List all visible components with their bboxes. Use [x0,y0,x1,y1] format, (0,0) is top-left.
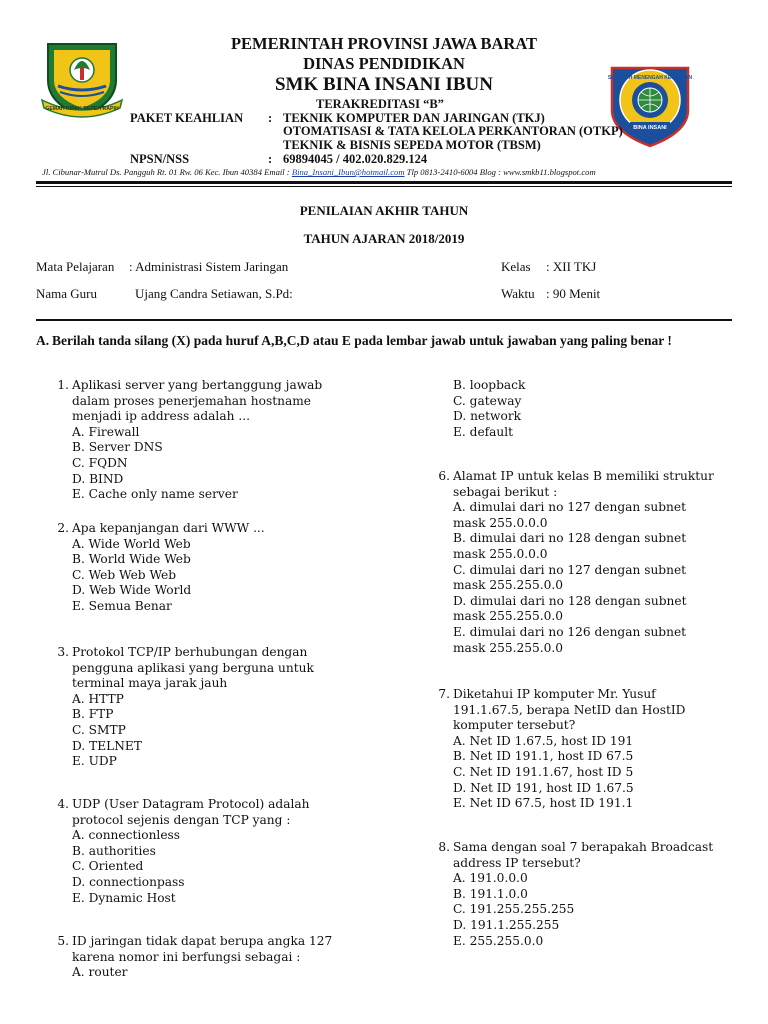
exam-title: PENILAIAN AKHIR TAHUN [299,203,469,218]
svg-text:BINA INSANI: BINA INSANI [633,125,667,131]
program-tbsm: TEKNIK & BISNIS SEPEDA MOTOR (TBSM) [283,138,541,152]
question-number: 6. [438,469,450,483]
answer-option: C. FQDN [72,455,128,470]
question-text-line: Aplikasi server yang bertanggung jawab [72,378,323,392]
question-body [72,521,265,615]
answer-option: A. HTTP [72,691,124,706]
answer-option: A. Net ID 1.67.5, host ID 191 [453,733,634,748]
answer-option: C. dimulai dari no 127 dengan subnet [453,562,687,577]
answer-option: C. SMTP [72,722,126,737]
question-block [428,687,758,812]
question-text-line: UDP (User Datagram Protocol) adalah [72,797,310,811]
question-block [428,378,758,440]
question-block [47,797,377,906]
time-value: : 90 Menit [546,286,601,301]
email-link[interactable]: Bina_Insani_Ibun@hotmail.com [291,167,405,177]
answer-option: A. Wide World Web [72,536,191,551]
address-text: Jl. Cibunar-Mutrul Ds. Pangguh Rt. 01 Rw. 06 Kec. Ibun 40384 Email : [42,167,292,177]
question-text-line: mask 255.0.0.0 [453,515,548,530]
question-block [47,645,377,770]
answer-option: B. Server DNS [72,440,163,455]
svg-text:GEMAH RIPAH REPEH RAPIH: GEMAH RIPAH REPEH RAPIH [45,106,119,112]
answer-option: D. connectionpass [72,874,185,889]
answer-option: E. default [453,424,514,439]
letterhead-rule-thick [36,181,732,184]
answer-option: B. FTP [72,707,114,722]
exam-year: TAHUN AJARAN 2018/2019 [303,231,465,246]
answer-option: E. dimulai dari no 126 dengan subnet [453,624,687,639]
answer-option: D. Web Wide World [72,583,192,598]
answer-option: B. authorities [72,843,156,858]
answer-option: B. dimulai dari no 128 dengan subnet [453,531,687,546]
question-body [72,934,332,981]
question-text-line: mask 255.255.0.0 [453,609,563,624]
teacher-label: Nama Guru [36,286,98,301]
question-body [72,797,309,906]
question-text-line: mask 255.255.0.0 [453,640,563,655]
answer-option: D. network [453,409,522,424]
question-block [47,378,377,503]
question-number: 1. [57,378,69,392]
contact-line [42,167,596,177]
program-tkj: TEKNIK KOMPUTER DAN JARINGAN (TKJ) [283,111,545,125]
question-body [453,378,525,440]
question-block [47,934,377,981]
answer-option: D. TELNET [72,738,142,753]
accreditation-label: TERAKREDITASI “B” [316,97,444,111]
answer-option: A. connectionless [72,828,181,843]
question-text-line: Sama dengan soal 7 berapakah Broadcast [453,840,714,854]
answer-option: A. router [72,965,128,980]
answer-option: B. 191.1.0.0 [453,886,528,901]
answer-option: C. Oriented [72,859,144,874]
answer-option: A. 191.0.0.0 [453,871,528,886]
answer-option: E. Semua Benar [72,598,172,613]
question-number: 2. [57,521,69,535]
subject-value: : Administrasi Sistem Jaringan [129,259,289,274]
answer-option: D. dimulai dari no 128 dengan subnet [453,593,687,608]
answer-option: A. Firewall [72,424,140,439]
question-text-line: dalam proses penerjemahan hostname [72,393,312,408]
agency-heading: DINAS PENDIDIKAN [303,54,465,73]
question-text-line: Diketahui IP komputer Mr. Yusuf [453,687,656,701]
question-number: 4. [57,797,69,811]
question-text-line: protocol sejenis dengan TCP yang : [72,812,291,827]
letterhead-rule-thin [36,186,732,187]
question-text-line: menjadi ip address adalah ... [72,409,250,424]
question-text-line: sebagai berikut : [453,484,558,499]
class-label: Kelas [501,259,531,274]
question-text-line: Protokol TCP/IP berhubungan dengan [72,645,308,659]
npsn-value: 69894045 / 402.020.829.124 [283,152,428,166]
question-body [453,840,713,949]
question-text-line: Alamat IP untuk kelas B memiliki struktur [453,469,714,483]
instruction-number: A. [36,333,50,348]
answer-option: D. Net ID 191, host ID 1.67.5 [453,780,634,795]
question-body [72,645,314,770]
question-text-line: pengguna aplikasi yang berguna untuk [72,660,314,675]
answer-option: D. 191.1.255.255 [453,917,560,932]
phone-blog-text: Tlp 0813-2410-6004 Blog : www.smkb11.blogspot.com [404,167,596,177]
question-text-line: ID jaringan tidak dapat berupa angka 127 [72,934,333,948]
question-text-line: Apa kepanjangan dari WWW ... [72,521,265,535]
answer-option: C. 191.255.255.255 [453,902,575,917]
answer-option: C. Web Web Web [72,567,177,582]
question-block [47,521,377,615]
answer-option: E. Cache only name server [72,487,238,502]
question-text-line: mask 255.255.0.0 [453,578,563,593]
teacher-value: Ujang Candra Setiawan, S.Pd: [135,286,293,301]
time-label: Waktu [501,286,535,301]
question-text-line: 191.1.67.5, berapa NetID dan HostID [453,702,686,717]
question-number: 3. [57,645,69,659]
question-text-line: komputer tersebut? [453,718,576,733]
answer-option: C. Net ID 191.1.67, host ID 5 [453,764,634,779]
question-text-line: terminal maya jarak jauh [72,676,228,691]
question-block [428,469,758,656]
question-body [453,687,685,812]
subject-label: Mata Pelajaran [36,259,115,274]
svg-text:SEKOLAH MENENGAH KEJURUAN: SEKOLAH MENENGAH KEJURUAN [607,75,693,81]
answer-option: E. Net ID 67.5, host ID 191.1 [453,796,634,811]
npsn-colon: : [268,152,273,166]
answer-option: B. Net ID 191.1, host ID 67.5 [453,749,634,764]
question-text-line: mask 255.0.0.0 [453,546,548,561]
answer-option: B. World Wide Web [72,552,191,567]
answer-option: E. UDP [72,754,117,769]
answer-option: B. loopback [453,378,526,392]
program-otkp: OTOMATISASI & TATA KELOLA PERKANTORAN (OTKP) [283,124,623,138]
answer-option: E. 255.255.0.0 [453,933,544,948]
section-divider [36,319,732,321]
answer-option: A. dimulai dari no 127 dengan subnet [453,500,686,515]
answer-option: E. Dynamic Host [72,890,176,905]
question-block [428,840,758,949]
program-label: PAKET KEAHLIAN [130,111,244,125]
program-colon: : [268,111,273,125]
question-body [453,469,714,656]
class-value: : XII TKJ [546,259,597,274]
question-number: 5. [57,934,69,948]
question-body [72,378,322,503]
answer-option: C. gateway [453,393,522,408]
question-number: 8. [438,840,450,854]
npsn-label: NPSN/NSS [130,152,190,166]
school-name: SMK BINA INSANI IBUN [274,74,494,95]
province-heading: PEMERINTAH PROVINSI JAWA BARAT [230,34,538,53]
instruction [36,331,732,351]
question-text-line: karena nomor ini berfungsi sebagai : [72,949,301,964]
question-text-line: address IP tersebut? [453,855,581,870]
question-number: 7. [438,687,450,701]
answer-option: D. BIND [72,471,124,486]
instruction-text: Berilah tanda silang (X) pada huruf A,B,C,D atau E pada lembar jawab untuk jawaban yang paling benar ! [52,333,672,348]
